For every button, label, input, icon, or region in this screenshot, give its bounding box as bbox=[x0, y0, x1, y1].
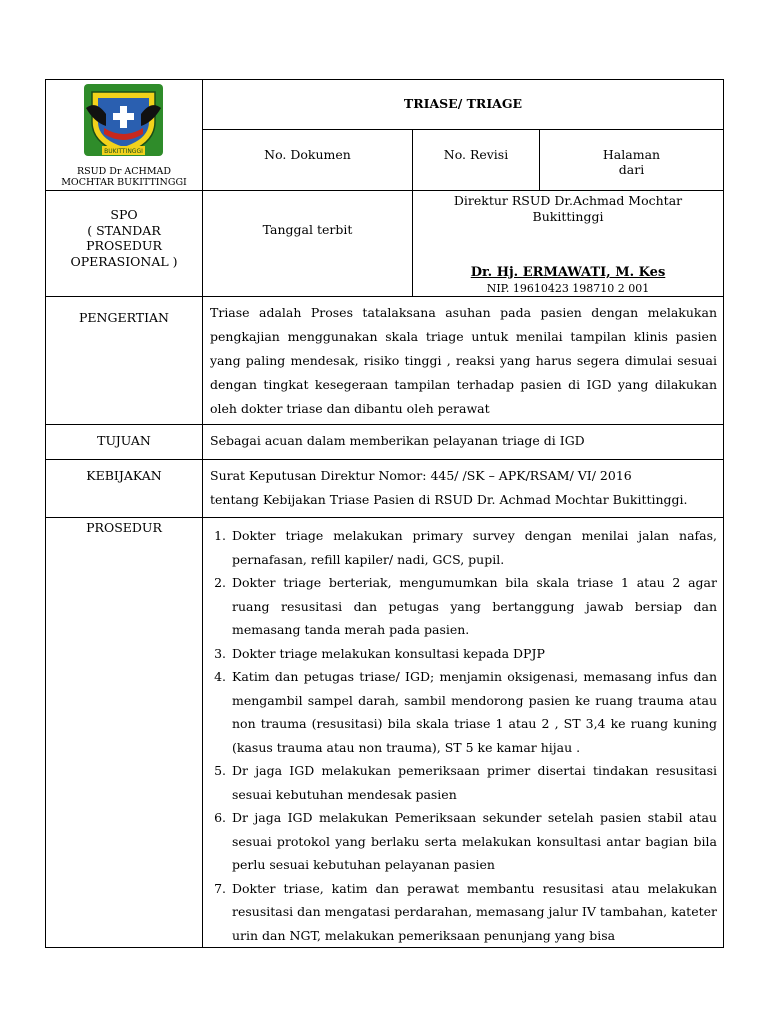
logo-cell bbox=[46, 80, 203, 191]
director-nip: NIP. 19610423 198710 2 001 bbox=[486, 282, 650, 295]
director-name: Dr. Hj. ERMAWATI, M. Kes bbox=[470, 265, 666, 280]
prosedur-steps-cell bbox=[203, 518, 724, 948]
kebijakan-line2: tentang Kebijakan Triase Pasien di RSUD Dr. Achmad Mochtar Bukittinggi. bbox=[210, 492, 688, 507]
prosedur-step: 2. Dokter triage berteriak, mengumumkan bila skala triase 1 atau 2 agar ruang resusitasi dan petugas yang bertanggung jawab bersiap dan memasang tanda merah pada pasien. bbox=[230, 571, 717, 642]
hospital-name-line2: MOCHTAR BUKITTINGGI bbox=[61, 177, 187, 188]
hospital-name-line1: RSUD Dr ACHMAD bbox=[76, 166, 172, 177]
tujuan-text: Sebagai acuan dalam memberikan pelayanan triage di IGD bbox=[203, 425, 724, 460]
no-revisi-cell bbox=[413, 130, 540, 191]
halaman-cell bbox=[540, 130, 724, 191]
spo-line1: SPO bbox=[110, 207, 138, 222]
spo-line3: PROSEDUR bbox=[86, 238, 162, 253]
prosedur-step: 5. Dr jaga IGD melakukan pemeriksaan primer disertai tindakan resusitasi sesuai kebutuhan mendesak pasien bbox=[230, 759, 717, 806]
pengertian-text: Triase adalah Proses tatalaksana asuhan pada pasien dengan melakukan pengkajian menggunakan skala triage untuk menilai tampilan klinis pasien yang paling mendesak, risiko tinggi , reaksi yang harus segera dimulai sesuai dengan tingkat kesegeraan tampilan terhadap pasien di IGD yang dilakukan oleh dokter triase dan dibantu oleh perawat bbox=[203, 297, 724, 425]
prosedur-step: 4. Katim dan petugas triase/ IGD; menjamin oksigenasi, memasang infus dan mengambil sampel darah, sambil mendorong pasien ke ruang trauma atau non trauma (resusitasi) bila skala triase 1 atau 2 , ST 3,4 ke ruang kuning (kasus trauma atau non trauma), ST 5 ke kamar hijau . bbox=[230, 665, 717, 759]
pengertian-label-cell bbox=[46, 297, 203, 425]
prosedur-step: 7. Dokter triase, katim dan perawat membantu resusitasi atau melakukan resusitasi dan mengatasi perdarahan, memasang jalur IV tambahan, kateter urin dan NGT, melakukan pemeriksaan penunjang yang bisa bbox=[230, 877, 717, 948]
spo-cell bbox=[46, 191, 203, 297]
no-dokumen-label: No. Dokumen bbox=[264, 147, 351, 163]
pengertian-label: PENGERTIAN bbox=[78, 310, 169, 325]
prosedur-label-cell bbox=[46, 518, 203, 948]
hospital-name bbox=[46, 166, 202, 188]
halaman-label: Halaman bbox=[602, 147, 661, 163]
kebijakan-text bbox=[203, 460, 724, 518]
logo-lettering: BUKITTINGGI bbox=[104, 148, 143, 155]
director-title-line1: Direktur RSUD Dr.Achmad Mochtar bbox=[453, 193, 683, 208]
prosedur-step: 6. Dr jaga IGD melakukan Pemeriksaan sekunder setelah pasien stabil atau sesuai protokol yang berlaku serta melakukan konsultasi antar bagian bila perlu sesuai kebutuhan pelayanan pasien bbox=[230, 806, 717, 877]
tanggal-terbit-cell bbox=[203, 191, 413, 297]
tujuan-label: TUJUAN bbox=[97, 433, 151, 448]
document-title: TRIASE/ TRIAGE bbox=[203, 80, 724, 130]
kebijakan-line1: Surat Keputusan Direktur Nomor: 445/ /SK – APK/RSAM/ VI/ 2016 bbox=[210, 468, 632, 483]
prosedur-label: PROSEDUR bbox=[86, 520, 162, 535]
tanggal-terbit-label: Tanggal terbit bbox=[262, 222, 353, 237]
prosedur-steps bbox=[203, 524, 723, 947]
tujuan-label-cell bbox=[46, 425, 203, 460]
director-cell bbox=[413, 191, 724, 297]
spo-document-table bbox=[45, 79, 724, 948]
prosedur-step: 1. Dokter triage melakukan primary survey dengan menilai jalan nafas, pernafasan, refill kapiler/ nadi, GCS, pupil. bbox=[230, 524, 717, 571]
kebijakan-label-cell bbox=[46, 460, 203, 518]
director-title-line2: Bukittinggi bbox=[532, 208, 604, 224]
kebijakan-label: KEBIJAKAN bbox=[86, 468, 162, 483]
no-dokumen-cell bbox=[203, 130, 413, 191]
spo-line4: OPERASIONAL ) bbox=[70, 253, 178, 269]
dari-label: dari bbox=[618, 162, 645, 178]
no-revisi-label: No. Revisi bbox=[443, 147, 509, 163]
spo-line2: ( STANDAR bbox=[87, 222, 161, 238]
prosedur-step: 3. Dokter triage melakukan konsultasi kepada DPJP bbox=[230, 642, 717, 666]
hospital-logo bbox=[76, 82, 171, 162]
